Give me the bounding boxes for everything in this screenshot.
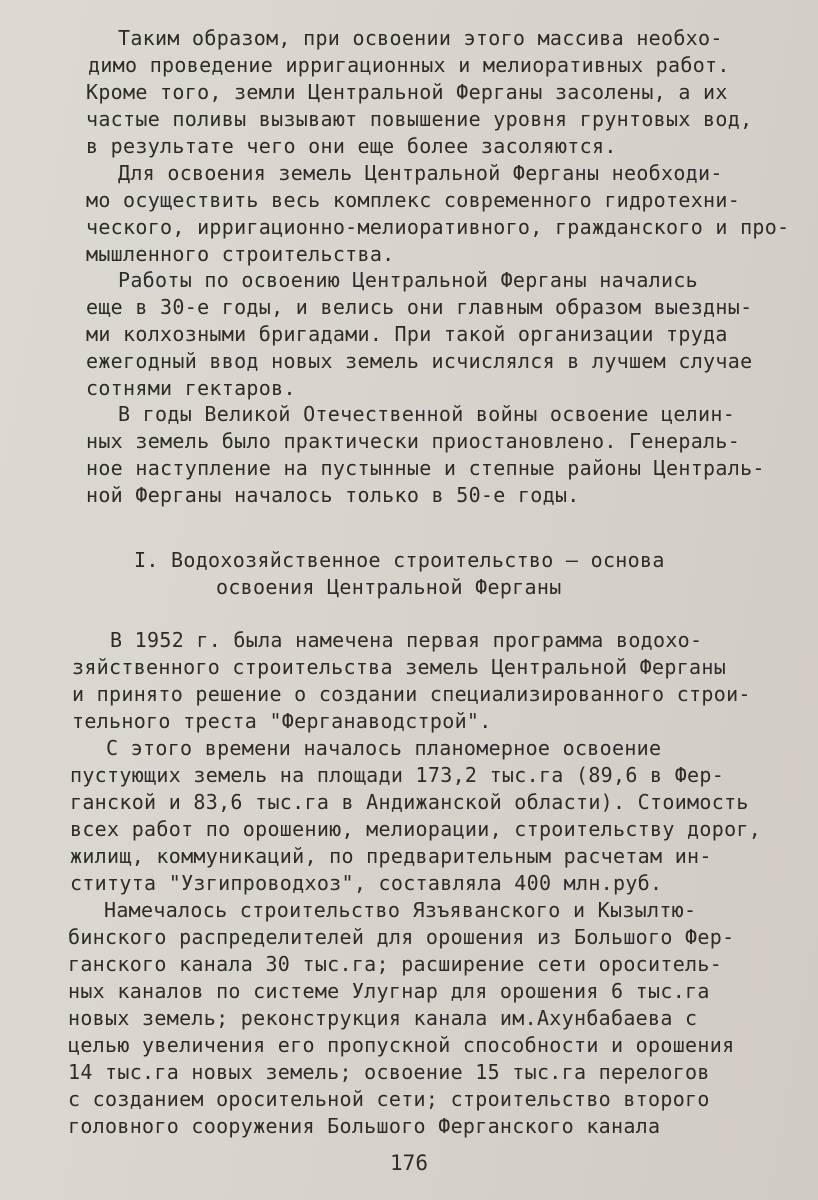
text-line: жилищ, коммуникаций, по предварительным расчетам ин- [70,844,712,868]
text-line: ганской и 83,6 тыс.га в Андижанской области). Стоимость [70,790,749,814]
text-line: сотнями гектаров. [86,376,296,400]
text-line: ческого, ирригационно-мелиоративного, гражданского и про- [86,215,790,239]
text-line: ных каналов по системе Улугнар для орошения 6 тыс.га [68,979,710,1003]
text-line: тельного треста "Ферганаводстрой". [72,709,492,733]
text-line: 14 тыс.га новых земель; освоение 15 тыс.га перелогов [68,1060,710,1084]
text-line: мышленного строительства. [86,242,395,266]
text-line: ститута "Узгипроводхоз", составляла 400 млн.руб. [70,871,663,895]
text-line: головного сооружения Большого Ферганского канала [68,1114,661,1138]
text-line: ганского канала 30 тыс.га; расширение сети ороситель- [68,952,723,976]
text-line: частые поливы вызывают повышение уровня грунтовых вод, [86,107,753,131]
text-line: зяйственного строительства земель Центральной Ферганы [72,655,727,679]
text-line: ми колхозными бригадами. При такой организации труда [86,322,728,346]
text-line: Таким образом, при освоении этого массива необхо- [118,26,723,50]
text-line: с созданием оросительной сети; строительство второго [68,1087,710,1111]
text-line: мо осуществить весь комплекс современного гидротехни- [86,188,741,212]
text-line: В годы Великой Отечественной войны освоение целин- [118,402,736,426]
text-line: бинского распределителей для орошения из Большого Фер- [68,925,735,949]
text-line: в результате чего они еще более засоляются. [86,134,617,158]
text-line: Работы по освоению Центральной Ферганы начались [118,268,699,292]
text-line: В 1952 г. была намечена первая программа водохо- [110,628,703,652]
text-line: ное наступление на пустынные и степные районы Централь- [86,456,765,480]
text-line: еще в 30-е годы, и велись они главным образом выездны- [86,295,753,319]
text-line: ежегодный ввод новых земель исчислялся в лучшем случае [86,349,753,373]
text-line: Кроме того, земли Центральной Ферганы засолены, а их [86,80,728,104]
text-line: Для освоения земель Центральной Ферганы необходи- [118,161,723,185]
text-line: новых земель; реконструкция канала им.Ахунбабаева с [68,1006,698,1030]
text-line: димо проведение ирригационных и мелиоративных работ. [88,53,730,77]
section-subheading: освоения Центральной Ферганы [216,575,562,599]
page-number: 176 [390,1151,428,1175]
text-line: ных земель было практически приостановлено. Генераль- [86,429,741,453]
text-line: всех работ по орошению, мелиорации, строительству дорог, [70,817,762,841]
text-line: и принято решение о создании специализированного строи- [72,682,751,706]
text-line: Намечалось строительство Язъяванского и Кызылтю- [104,898,697,922]
section-heading: I. Водохозяйственное строительство – основа [134,548,665,572]
text-line: пустующих земель на площади 173,2 тыс.га (89,6 в Фер- [70,763,725,787]
text-line: С этого времени началось планомерное освоение [106,736,662,760]
text-line: целью увеличения его пропускной способности и орошения [68,1033,735,1057]
text-line: ной Ферганы началось только в 50-е годы. [86,483,580,507]
